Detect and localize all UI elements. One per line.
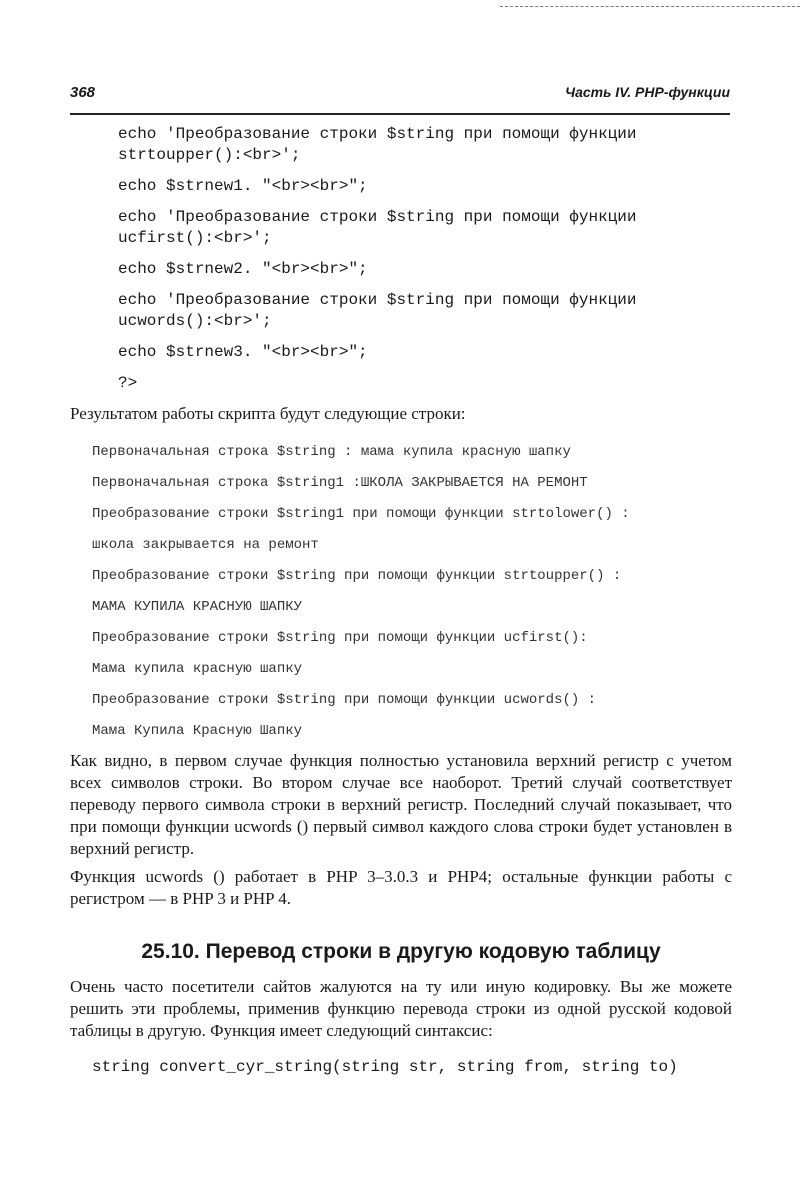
code-line: echo $strnew2. "<br><br>"; — [118, 260, 368, 278]
intro-paragraph: Результатом работы скрипта будут следующие строки: — [70, 404, 466, 423]
output-line: Преобразование строки $string1 при помощи функции strtolower() : — [92, 506, 630, 522]
output-line: Первоначальная строка $string1 :ШКОЛА ЗАКРЫВАЕТСЯ НА РЕМОНТ — [92, 475, 588, 491]
body-paragraph-encoding: Очень часто посетители сайтов жалуются на ту или иную кодировку. Вы же можете решить эти проблемы, применив функцию перевода строки из одной русской кодовой таблицы в другую. Функция имеет следующий синтаксис: — [70, 977, 732, 1040]
body-paragraph-versions: Функция ucwords () работает в PHP 3–3.0.3 и PHP4; остальные функции работы с регистром — в PHP 3 и PHP 4. — [70, 867, 732, 908]
body-paragraph-explanation: Как видно, в первом случае функция полностью установила верхний регистр с учетом всех символов строки. Во втором случае все наоборот. Третий случай соответствует переводу первого символа строки в верхний регистр. Последний случай показывает, что при помощи функции ucwords () первый символ каждого слова строки будет установлен в верхний регистр. — [70, 751, 732, 858]
scan-edge-mark — [500, 6, 800, 7]
code-line: echo $strnew3. "<br><br>"; — [118, 343, 368, 361]
function-syntax: string convert_cyr_string(string str, string from, string to) — [92, 1058, 678, 1076]
output-line: Мама купила красную шапку — [92, 661, 303, 677]
code-line: echo 'Преобразование строки $string при помощи функции ucfirst():<br>'; — [118, 208, 647, 247]
output-line: МАМА КУПИЛА КРАСНУЮ ШАПКУ — [92, 599, 303, 615]
code-line: echo 'Преобразование строки $string при помощи функции strtoupper():<br>'; — [118, 125, 647, 164]
code-listing — [118, 124, 730, 394]
output-line: Преобразование строки $string при помощи функции ucwords() : — [92, 692, 597, 708]
output-line: школа закрывается на ремонт — [92, 537, 319, 553]
output-line: Мама Купила Красную Шапку — [92, 723, 303, 739]
script-output — [92, 441, 732, 751]
page-number: 368 — [70, 84, 96, 101]
output-line: Преобразование строки $string при помощи функции strtoupper() : — [92, 568, 622, 584]
code-line: echo $strnew1. "<br><br>"; — [118, 177, 368, 195]
section-heading: 25.10. Перевод строки в другую кодовую таблицу — [141, 940, 661, 963]
output-line: Преобразование строки $string при помощи функции ucfirst(): — [92, 630, 588, 646]
page-header — [70, 84, 730, 106]
code-line: echo 'Преобразование строки $string при помощи функции ucwords():<br>'; — [118, 291, 647, 330]
running-head: Часть IV. PHP-функции — [565, 84, 730, 100]
output-line: Первоначальная строка $string : мама купила красную шапку — [92, 444, 571, 460]
header-rule — [70, 113, 730, 115]
code-line: ?> — [118, 374, 138, 392]
